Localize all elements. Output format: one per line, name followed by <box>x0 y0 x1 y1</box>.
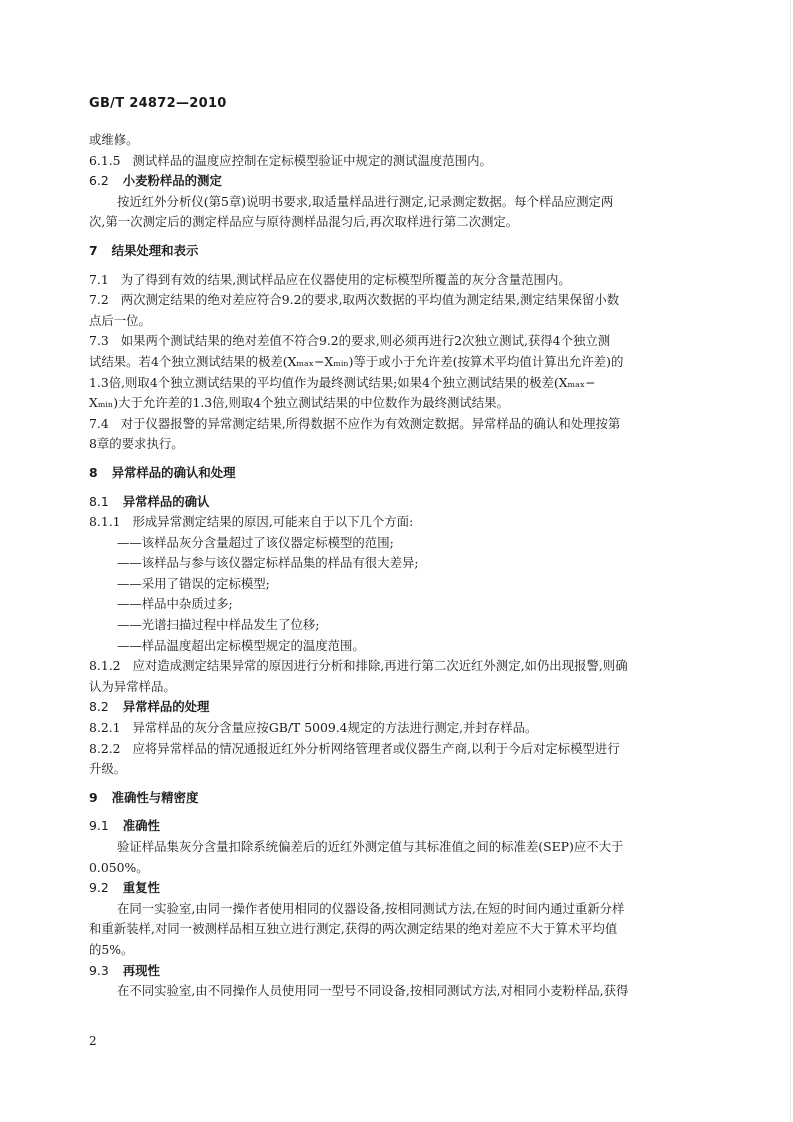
clause-number: 7.2 <box>89 292 109 308</box>
page-number: 2 <box>89 1034 97 1048</box>
line-text: 应将异常样品的情况通报近红外分析网络管理者或仪器生产商,以利于今后对定标模型进行 <box>132 740 620 756</box>
text-line <box>89 656 707 677</box>
clause-number: 7 <box>89 242 98 258</box>
line-text: 的5%。 <box>89 941 134 957</box>
clause-number: 7.4 <box>89 415 109 431</box>
line-text: ——光谱扫描过程中样品发生了位移; <box>117 617 320 633</box>
list-item <box>89 533 707 554</box>
line-text: 两次测定结果的绝对差应符合9.2的要求,取两次数据的平均值为测定结果,测定结果保留小数 <box>120 292 620 308</box>
clause-number: 8.2.1 <box>89 720 121 736</box>
line-text: 认为异常样品。 <box>89 678 176 694</box>
list-item <box>89 574 707 595</box>
text-line <box>89 130 707 151</box>
clause-number: 7.3 <box>89 333 109 349</box>
text-line <box>89 837 707 858</box>
text-line <box>89 919 707 940</box>
text-line <box>89 151 707 172</box>
line-text: ——样品中杂质过多; <box>117 596 233 612</box>
subsection-heading <box>89 697 707 718</box>
line-text: 试结果。若4个独立测试结果的极差(Xₘₐₓ−Xₘᵢₙ)等于或小于允许差(按算术平均值计算出允许差)的 <box>89 353 624 369</box>
line-text: 1.3倍,则取4个独立测试结果的平均值作为最终测试结果;如果4个独立测试结果的极差(Xₘₐₓ− <box>89 374 596 390</box>
text-line <box>89 414 707 435</box>
text-line <box>89 512 707 533</box>
text-line <box>89 311 707 332</box>
line-text: 8章的要求执行。 <box>89 436 184 452</box>
line-text: 次,第一次测定后的测定样品应与原待测样品混匀后,再次取样进行第二次测定。 <box>89 214 519 230</box>
line-text: 异常样品的处理 <box>122 699 210 715</box>
list-item <box>89 553 707 574</box>
clause-number: 8.2 <box>89 699 109 715</box>
clause-number: 6.2 <box>89 173 109 189</box>
line-text: 异常样品的确认 <box>122 493 210 509</box>
line-text: ——样品温度超出定标模型规定的温度范围。 <box>117 637 365 653</box>
line-text: 0.050%。 <box>89 859 149 875</box>
subsection-heading <box>89 816 707 837</box>
text-line <box>89 270 707 291</box>
line-text: 异常样品的确认和处理 <box>111 464 236 480</box>
clause-number: 9.1 <box>89 818 109 834</box>
clause-number: 6.1.5 <box>89 152 121 168</box>
line-text: 应对造成测定结果异常的原因进行分析和排除,再进行第二次近红外测定,如仍出现报警,则确 <box>132 658 628 674</box>
line-text: 结果处理和表示 <box>111 242 199 258</box>
text-line <box>89 981 707 1002</box>
line-text: ——该样品灰分含量超过了该仪器定标模型的范围; <box>117 534 394 550</box>
clause-number: 9.3 <box>89 962 109 978</box>
standard-number: GB/T 24872—2010 <box>89 96 227 111</box>
section-heading <box>89 463 707 484</box>
text-line <box>89 858 707 879</box>
scan-edge <box>790 0 791 1122</box>
line-text: 或维修。 <box>89 132 139 147</box>
line-text: 小麦粉样品的测定 <box>122 173 222 189</box>
line-text: Xₘᵢₙ)大于允许差的1.3倍,则取4个独立测试结果的中位数作为最终测试结果。 <box>89 395 509 411</box>
line-text: 再现性 <box>122 962 160 978</box>
clause-number: 9.2 <box>89 880 109 896</box>
line-text: 按近红外分析仪(第5章)说明书要求,取适量样品进行测定,记录测定数据。每个样品应测定两 <box>117 193 614 209</box>
line-text: 在不同实验室,由不同操作人员使用同一型号不同设备,按相同测试方法,对相同小麦粉样品,获得 <box>117 983 629 999</box>
text-line <box>89 434 707 455</box>
line-text: 在同一实验室,由同一操作者使用相同的仪器设备,按相同测试方法,在短的时间内通过重新分样 <box>117 900 625 916</box>
subsection-heading <box>89 961 707 982</box>
line-text: 重复性 <box>122 880 160 896</box>
line-text: 升级。 <box>89 761 127 777</box>
text-line <box>89 331 707 352</box>
clause-number: 8.1.2 <box>89 658 121 674</box>
text-line <box>89 352 707 373</box>
line-text: 和重新装样,对同一被测样品相互独立进行测定,获得的两次测定结果的绝对差应不大于算术平均值 <box>89 921 618 937</box>
section-heading <box>89 241 707 262</box>
clause-number: 8.1.1 <box>89 514 121 530</box>
line-text: 为了得到有效的结果,测试样品应在仪器使用的定标模型所覆盖的灰分含量范围内。 <box>120 271 571 287</box>
text-line <box>89 373 707 394</box>
list-item <box>89 615 707 636</box>
line-text: ——该样品与参与该仪器定标样品集的样品有很大差异; <box>117 555 419 571</box>
clause-number: 9 <box>89 789 98 805</box>
line-text: 形成异常测定结果的原因,可能来自于以下几个方面: <box>132 514 414 530</box>
list-item <box>89 594 707 615</box>
text-line <box>89 393 707 414</box>
line-text: ——采用了错误的定标模型; <box>117 575 270 591</box>
clause-number: 8.1 <box>89 493 109 509</box>
text-line <box>89 759 707 780</box>
subsection-heading <box>89 492 707 513</box>
subsection-heading <box>89 878 707 899</box>
section-heading <box>89 788 707 809</box>
line-text: 异常样品的灰分含量应按GB/T 5009.4规定的方法进行测定,并封存样品。 <box>132 720 538 736</box>
subsection-heading <box>89 171 707 192</box>
list-item <box>89 636 707 657</box>
line-text: 点后一位。 <box>89 312 151 328</box>
text-line <box>89 899 707 920</box>
text-line <box>89 290 707 311</box>
line-text: 验证样品集灰分含量扣除系统偏差后的近红外测定值与其标准值之间的标准差(SEP)应不大于 <box>117 839 624 854</box>
line-text: 如果两个测试结果的绝对差值不符合9.2的要求,则必须再进行2次独立测试,获得4个独立测 <box>120 333 611 349</box>
line-text: 准确性 <box>122 818 160 834</box>
text-line <box>89 677 707 698</box>
line-text: 对于仪器报警的异常测定结果,所得数据不应作为有效测定数据。异常样品的确认和处理按第 <box>120 415 621 431</box>
text-line <box>89 940 707 961</box>
text-line <box>89 192 707 213</box>
text-line <box>89 739 707 760</box>
document-body <box>89 130 707 1002</box>
clause-number: 7.1 <box>89 271 109 287</box>
line-text: 测试样品的温度应控制在定标模型验证中规定的测试温度范围内。 <box>132 152 492 168</box>
line-text: 准确性与精密度 <box>111 789 199 805</box>
clause-number: 8 <box>89 464 98 480</box>
text-line <box>89 212 707 233</box>
text-line <box>89 718 707 739</box>
clause-number: 8.2.2 <box>89 740 121 756</box>
